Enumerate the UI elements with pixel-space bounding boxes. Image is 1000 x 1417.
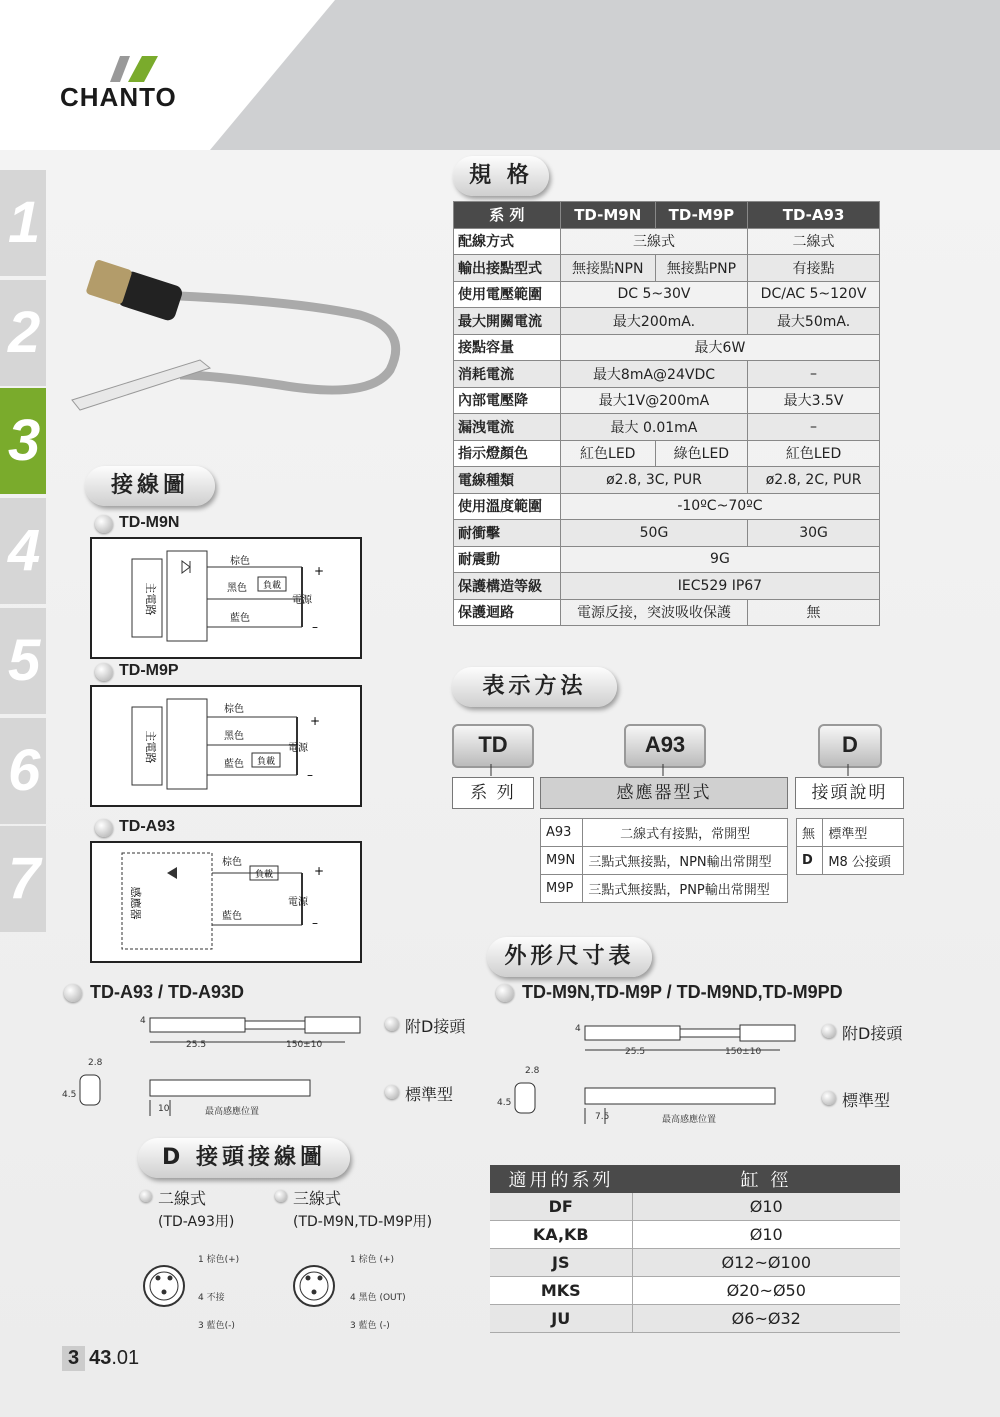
connector-two-title: 二線式	[158, 1189, 207, 1208]
connector-two-pin-icon	[140, 1262, 190, 1312]
spec-cell: 二線式	[748, 228, 880, 255]
spec-cell: 有接點	[748, 255, 880, 282]
connector-two-pin1: 1 棕色(+)	[198, 1255, 240, 1265]
dim-left-t: 4.5	[62, 1090, 77, 1100]
svg-text:棕色: 棕色	[222, 857, 242, 868]
svg-text:+: +	[310, 714, 321, 728]
type-table	[540, 818, 788, 903]
brand-name: CHANTO	[60, 82, 177, 112]
dim-right-l2: 150±10	[725, 1047, 762, 1057]
spec-row-label: 使用電壓範圍	[454, 281, 561, 308]
code-series: TD	[452, 724, 534, 768]
spec-row	[454, 281, 880, 308]
spec-cell: 三線式	[560, 228, 747, 255]
spec-cell: -10ºC~70ºC	[560, 493, 879, 520]
brand-logo-icon	[60, 52, 160, 86]
spec-cell: 50G	[560, 520, 747, 547]
spec-cell: DC 5~30V	[560, 281, 747, 308]
table-row: KA,KB Ø10	[490, 1221, 900, 1249]
spec-row	[454, 334, 880, 361]
notation-header-series: 系 列	[452, 777, 534, 809]
dimension-title: 外形尺寸表	[487, 937, 652, 977]
chapter-tab-7[interactable]: 7	[0, 826, 46, 932]
spec-cell: 最大 0.01mA	[560, 414, 747, 441]
wiring-a93-label: TD-A93	[119, 818, 176, 835]
bullet-icon	[95, 663, 113, 681]
connector-row: 無 標準型	[797, 819, 904, 847]
bullet-icon	[64, 984, 82, 1002]
connector-table	[796, 818, 904, 875]
spec-cell: 無接點NPN	[560, 255, 655, 282]
connector-three-pin-icon	[290, 1262, 340, 1312]
svg-text:藍色: 藍色	[224, 759, 244, 770]
type-row: M9P 三點式無接點，PNP輸出常開型	[541, 875, 788, 903]
table-row: DF Ø10	[490, 1193, 900, 1221]
spec-row-label: 電線種類	[454, 467, 561, 494]
type-row: M9N 三點式無接點，NPN輸出常開型	[541, 847, 788, 875]
dim-left-title: TD-A93 / TD-A93D	[90, 982, 245, 1002]
sensor-product-image	[60, 250, 420, 420]
wiring-a93-diagram	[90, 841, 362, 963]
chapter-number: 3	[62, 1346, 85, 1371]
svg-text:棕色: 棕色	[224, 704, 244, 715]
spec-cell: 最大200mA.	[560, 308, 747, 335]
bullet-icon	[95, 515, 113, 533]
dim-right-p: 7.5	[595, 1112, 610, 1122]
notation-header-connector: 接頭說明	[795, 777, 904, 809]
svg-text:黑色: 黑色	[227, 583, 247, 594]
spec-row-label: 接點容量	[454, 334, 561, 361]
bullet-icon	[385, 1085, 399, 1099]
spec-row-label: 保護構造等級	[454, 573, 561, 600]
dim-left-sense: 最高感應位置	[205, 1107, 260, 1117]
spec-row	[454, 573, 880, 600]
dim-right-with-d: 附D接頭	[842, 1024, 903, 1043]
dim-right-title: TD-M9N,TD-M9P / TD-M9ND,TD-M9PD	[522, 982, 843, 1002]
notation-arrows	[452, 764, 904, 778]
connector-two-sub: (TD-A93用)	[158, 1214, 235, 1230]
bullet-icon	[140, 1190, 152, 1202]
type-row: A93 二線式有接點，常開型	[541, 819, 788, 847]
svg-text:電源: 電源	[288, 897, 308, 908]
connector-three-pin4: 4 黑色 (OUT)	[350, 1293, 406, 1303]
dim-right-t: 4.5	[497, 1098, 512, 1108]
chapter-tab-4[interactable]: 4	[0, 498, 46, 604]
svg-text:主電路: 主電路	[144, 582, 157, 616]
svg-text:–: –	[307, 768, 313, 782]
connector-title: D 接頭接線圖	[138, 1138, 350, 1178]
spec-row-label: 配線方式	[454, 228, 561, 255]
wiring-m9n-diagram	[90, 537, 362, 659]
dim-left-standard: 標準型	[405, 1085, 454, 1104]
bullet-icon	[385, 1017, 399, 1031]
cylinder-header-series: 適用的系列	[490, 1165, 632, 1193]
dim-right-h: 4	[575, 1024, 581, 1034]
chapter-tab-3[interactable]: 3	[0, 388, 46, 494]
spec-row-label: 耐震動	[454, 546, 561, 573]
wiring-m9n-label: TD-M9N	[119, 514, 180, 531]
spec-title: 規 格	[453, 156, 549, 196]
svg-text:負載: 負載	[262, 581, 282, 591]
spec-row-label: 消耗電流	[454, 361, 561, 388]
spec-cell: 30G	[748, 520, 880, 547]
dim-right-l1: 25.5	[625, 1047, 646, 1057]
svg-text:藍色: 藍色	[222, 911, 242, 922]
dim-right-w: 2.8	[525, 1066, 540, 1076]
spec-row-label: 輸出接點型式	[454, 255, 561, 282]
connector-row: D M8 公接頭	[797, 847, 904, 875]
svg-text:藍色: 藍色	[230, 613, 250, 624]
spec-row	[454, 361, 880, 388]
spec-row	[454, 599, 880, 626]
spec-cell: 最大50mA.	[748, 308, 880, 335]
svg-text:+: +	[314, 564, 325, 578]
spec-cell: 最大8mA@24VDC	[560, 361, 747, 388]
dim-left-h: 4	[140, 1016, 146, 1026]
page-number: 3 43.01	[62, 1346, 139, 1371]
spec-header-m9n: TD-M9N	[560, 202, 655, 229]
bullet-icon	[822, 1024, 836, 1038]
dim-right-side-drawing	[495, 1068, 815, 1128]
spec-cell: 無接點PNP	[655, 255, 747, 282]
spec-row-label: 最大開關電流	[454, 308, 561, 335]
spec-row	[454, 493, 880, 520]
code-type: A93	[624, 724, 706, 768]
spec-row-label: 保護迴路	[454, 599, 561, 626]
chapter-tab-2[interactable]: 2	[0, 280, 46, 386]
spec-cell: 紅色LED	[560, 440, 655, 467]
spec-row	[454, 467, 880, 494]
spec-cell: 9G	[560, 546, 879, 573]
bullet-icon	[822, 1091, 836, 1105]
spec-cell: 最大3.5V	[748, 387, 880, 414]
table-row: MKS Ø20~Ø50	[490, 1277, 900, 1305]
dim-left-l2: 150±10	[286, 1040, 323, 1050]
connector-three-pin1: 1 棕色 (+)	[350, 1255, 395, 1265]
spec-header-m9p: TD-M9P	[655, 202, 747, 229]
svg-text:電源: 電源	[288, 743, 308, 754]
wiring-title: 接線圖	[85, 466, 215, 506]
code-connector: D	[818, 724, 882, 768]
svg-text:棕色: 棕色	[230, 556, 250, 567]
connector-three-pin3: 3 藍色 (-)	[350, 1321, 390, 1331]
table-row: JS Ø12~Ø100	[490, 1249, 900, 1277]
connector-two-pin4: 4 不接	[198, 1293, 225, 1303]
spec-cell: 最大1V@200mA	[560, 387, 747, 414]
spec-row-label: 使用溫度範圍	[454, 493, 561, 520]
notation-header-type: 感應器型式	[540, 777, 788, 809]
dim-left-l1: 25.5	[186, 1040, 207, 1050]
dim-left-w: 2.8	[88, 1058, 103, 1068]
bullet-icon	[496, 984, 514, 1002]
svg-text:感應器: 感應器	[129, 886, 142, 920]
spec-row-label: 內部電壓降	[454, 387, 561, 414]
connector-three-title: 三線式	[293, 1189, 342, 1208]
spec-cell: 無	[748, 599, 880, 626]
cylinder-table	[490, 1165, 900, 1333]
spec-cell: DC/AC 5~120V	[748, 281, 880, 308]
dim-right-top-drawing	[560, 1020, 810, 1060]
svg-text:+: +	[314, 864, 325, 878]
spec-table	[453, 201, 880, 626]
table-row: JU Ø6~Ø32	[490, 1305, 900, 1333]
spec-row-label: 漏洩電流	[454, 414, 561, 441]
spec-row-label: 耐衝擊	[454, 520, 561, 547]
svg-text:–: –	[312, 916, 318, 930]
cylinder-header-bore: 缸 徑	[632, 1165, 900, 1193]
spec-row	[454, 520, 880, 547]
spec-row	[454, 440, 880, 467]
chapter-tab-6[interactable]: 6	[0, 718, 46, 824]
spec-row	[454, 387, 880, 414]
spec-row	[454, 414, 880, 441]
dim-left-p: 10	[158, 1104, 170, 1114]
bullet-icon	[95, 819, 113, 837]
svg-text:黑色: 黑色	[224, 731, 244, 742]
spec-cell: ø2.8, 2C, PUR	[748, 467, 880, 494]
svg-text:電源: 電源	[292, 595, 312, 606]
spec-row	[454, 308, 880, 335]
connector-three-sub: (TD-M9N,TD-M9P用)	[293, 1214, 433, 1230]
spec-cell: ø2.8, 3C, PUR	[560, 467, 747, 494]
spec-header-series: 系 列	[454, 202, 561, 229]
dim-left-top-drawing	[125, 1012, 375, 1052]
svg-text:負載: 負載	[254, 870, 274, 880]
svg-text:主電路: 主電路	[144, 730, 157, 764]
spec-cell: –	[748, 414, 880, 441]
dim-right-standard: 標準型	[842, 1091, 891, 1110]
spec-cell: 綠色LED	[655, 440, 747, 467]
spec-cell: 最大6W	[560, 334, 879, 361]
spec-cell: –	[748, 361, 880, 388]
spec-cell: IEC529 IP67	[560, 573, 879, 600]
spec-row	[454, 228, 880, 255]
connector-two-pin3: 3 藍色(-)	[198, 1321, 235, 1331]
dim-right-sense: 最高感應位置	[662, 1115, 717, 1125]
wiring-m9p-label: TD-M9P	[119, 662, 179, 679]
chapter-tab-5[interactable]: 5	[0, 608, 46, 714]
spec-cell: 紅色LED	[748, 440, 880, 467]
spec-row-label: 指示燈顏色	[454, 440, 561, 467]
spec-row	[454, 546, 880, 573]
svg-text:–: –	[312, 620, 318, 634]
notation-title: 表示方法	[452, 667, 617, 707]
wiring-m9p-diagram	[90, 685, 362, 807]
spec-row	[454, 255, 880, 282]
bullet-icon	[275, 1190, 287, 1202]
spec-cell: 電源反接，突波吸收保護	[560, 599, 747, 626]
chapter-tab-1[interactable]: 1	[0, 170, 46, 276]
svg-text:負載: 負載	[256, 757, 276, 767]
dim-left-with-d: 附D接頭	[405, 1017, 466, 1036]
spec-header-a93: TD-A93	[748, 202, 880, 229]
